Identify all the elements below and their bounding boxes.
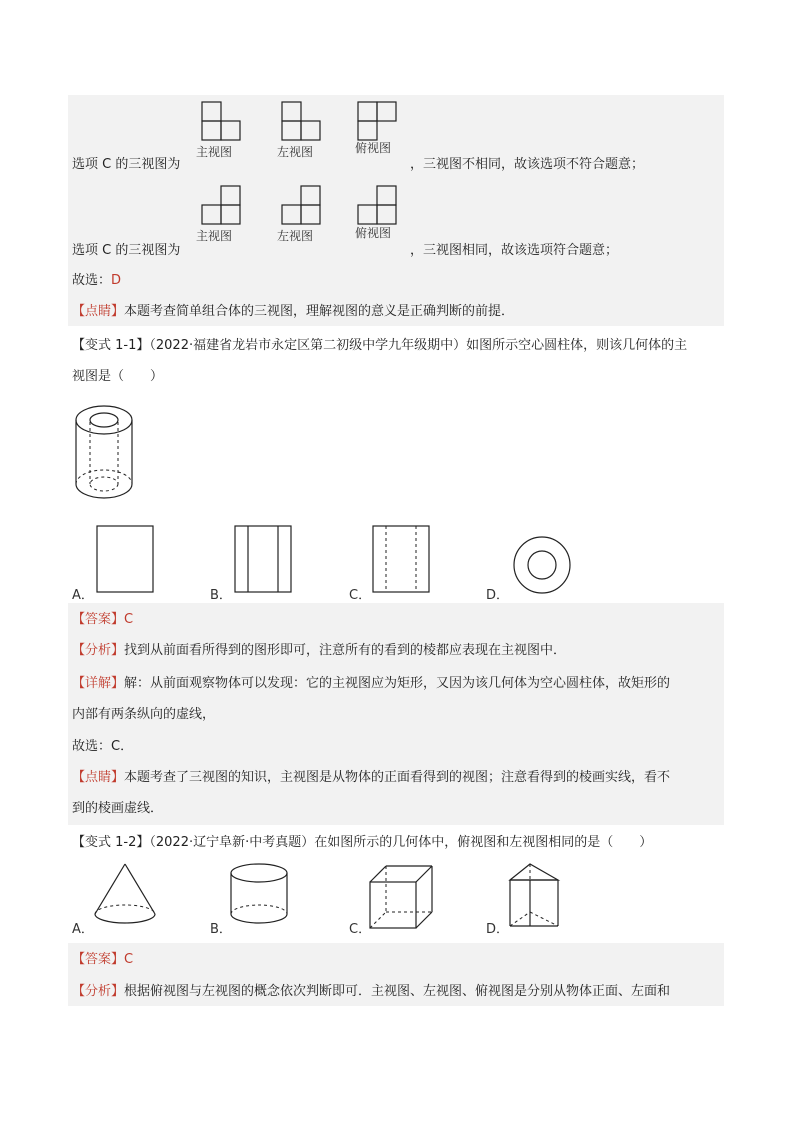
q2-answer-value: C	[124, 952, 134, 967]
option-c-line-2: 选项 C 的三视图为	[72, 243, 181, 258]
hollow-cylinder-figure	[72, 402, 142, 507]
option-d-label: D．	[486, 588, 510, 603]
question-1-1-stem: 【变式 1-1】（2022·福建省龙岩市永定区第二初级中学九年级期中）如图所示空心圆柱体，则该几何体的主	[72, 338, 688, 353]
triangular-prism-figure[interactable]	[506, 862, 566, 932]
q1-answer-line: 【答案】C	[72, 612, 134, 627]
option-c-figure[interactable]	[372, 525, 432, 595]
q1-detail-line-2: 内部有两条纵向的虚线，	[72, 707, 216, 722]
option-c-line-1: 选项 C 的三视图为	[72, 157, 181, 172]
question-tag: 【变式 1-2】	[72, 835, 150, 850]
point-line: 【点睛】本题考查简单组合体的三视图，理解视图的意义是正确判断的前提．	[72, 304, 515, 319]
option-a-figure[interactable]	[96, 525, 156, 595]
option-d-figure[interactable]	[512, 535, 572, 595]
q2-option-a-label: A．	[72, 922, 94, 937]
q2-analysis-line: 【分析】根据俯视图与左视图的概念依次判断即可．主视图、左视图、俯视图是分别从物体正面、左面和	[72, 984, 671, 999]
question-1-2-stem: 【变式 1-2】（2022·辽宁阜新·中考真题）在如图所示的几何体中，俯视图和左视图相同的是（ ）	[72, 835, 653, 850]
q2-option-c-label: C．	[349, 922, 372, 937]
caption-top-view: 俯视图	[355, 141, 392, 155]
option-b-label: B．	[210, 588, 232, 603]
top-view-figure-2	[358, 186, 396, 224]
left-view-figure-1	[282, 102, 320, 140]
point-tag: 【点睛】	[72, 304, 125, 319]
option-c-line-1-conclusion: ，三视图不相同，故该选项不符合题意；	[410, 157, 645, 172]
caption-front-view: 主视图	[196, 229, 233, 243]
top-view-figure-1	[358, 102, 396, 140]
caption-front-view: 主视图	[196, 145, 233, 159]
option-b-figure[interactable]	[234, 525, 294, 595]
caption-left-view: 左视图	[277, 145, 314, 159]
q1-point-line-2: 到的棱画虚线．	[72, 801, 164, 816]
option-a-label: A．	[72, 588, 94, 603]
q2-option-b-label: B．	[210, 922, 232, 937]
front-view-figure-1	[202, 102, 240, 140]
caption-left-view: 左视图	[277, 229, 314, 243]
question-tag: 【变式 1-1】	[72, 338, 150, 353]
option-c-line-2-conclusion: ，三视图相同，故该选项符合题意；	[410, 243, 619, 258]
cube-figure[interactable]	[368, 864, 438, 934]
front-view-figure-2	[202, 186, 240, 224]
choose-line: 故选：D	[72, 273, 122, 288]
q1-answer-value: C	[124, 612, 134, 627]
cylinder-figure[interactable]	[228, 862, 298, 932]
cone-figure[interactable]	[92, 862, 162, 932]
q1-detail-line-1: 【详解】解：从前面观察物体可以发现：它的主视图应为矩形，又因为该几何体为空心圆柱体，故矩形的	[72, 676, 671, 691]
caption-top-view: 俯视图	[355, 226, 392, 240]
q2-option-d-label: D．	[486, 922, 510, 937]
question-1-1-stem-cont: 视图是（ ）	[72, 369, 164, 384]
option-c-label: C．	[349, 588, 372, 603]
q1-analysis-line: 【分析】找到从前面看所得到的图形即可，注意所有的看到的棱都应表现在主视图中．	[72, 643, 567, 658]
q1-choose-line: 故选：C．	[72, 739, 134, 754]
q2-answer-line: 【答案】C	[72, 952, 134, 967]
q1-point-line-1: 【点睛】本题考查了三视图的知识，主视图是从物体的正面看得到的视图；注意看得到的棱画实线，看不	[72, 770, 671, 785]
left-view-figure-2	[282, 186, 320, 224]
